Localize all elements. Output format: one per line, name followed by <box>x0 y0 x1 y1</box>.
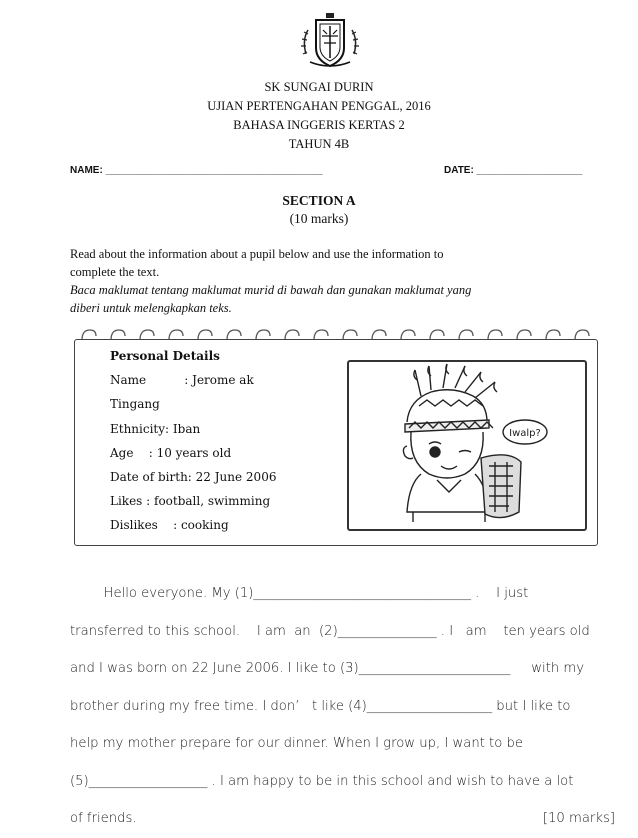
class-title: TAHUN 4B <box>288 137 350 151</box>
exam-title: UJIAN PERTENGAHAN PENGGAL, 2016 <box>207 99 431 113</box>
exam-header <box>0 78 638 154</box>
instruction-ms-line2: diberi untuk melengkapkan teks. <box>70 301 232 315</box>
name-label: NAME: <box>70 165 106 176</box>
boy-with-shield-illustration <box>349 362 581 525</box>
name-field <box>70 165 322 176</box>
instruction-ms-line1: Baca maklumat tentang maklumat murid di bawah dan gunakan maklumat yang <box>70 283 472 297</box>
speech-bubble-text: Iwalp? <box>509 428 541 439</box>
passage-line-7-text: of friends. <box>70 811 137 826</box>
detail-row-dislikes: Dislikes : cooking <box>110 518 229 533</box>
pupil-picture-frame <box>347 360 587 531</box>
section-marks: (10 marks) <box>289 211 349 226</box>
passage-line-5: help my mother prepare for our dinner. When I grow up, I want to be <box>70 736 523 751</box>
detail-row-age: Age : 10 years old <box>110 445 232 460</box>
section-title: SECTION A <box>282 193 356 208</box>
detail-row-name-cont: Tingang <box>110 397 160 412</box>
personal-details-list <box>110 344 276 538</box>
instructions <box>70 245 590 317</box>
detail-row-dob: Date of birth: 22 June 2006 <box>110 470 277 485</box>
date-label: DATE: <box>444 165 477 176</box>
detail-row-name: Name : Jerome ak <box>110 373 254 388</box>
detail-row-ethnicity: Ethnicity: Iban <box>110 421 201 436</box>
paper-title: BAHASA INGGERIS KERTAS 2 <box>233 118 405 132</box>
passage-line-4: brother during my free time. I don’ t like (4)___________________ but I like to <box>70 698 571 714</box>
name-line: _______________________________________ <box>105 165 323 176</box>
instruction-en-line1: Read about the information about a pupil below and use the information to <box>70 247 444 261</box>
date-field <box>444 165 582 176</box>
personal-details-title: Personal Details <box>110 349 220 363</box>
passage-marks: [10 marks] <box>542 811 615 826</box>
fill-in-passage <box>70 575 615 838</box>
detail-row-likes: Likes : football, swimming <box>110 494 271 509</box>
passage-line-1: Hello everyone. My (1)_________________________________ . I just <box>70 586 529 601</box>
passage-line-2: transferred to this school. I am an (2)_______________ . I am ten years old <box>70 623 590 639</box>
passage-line-6: (5)__________________ . I am happy to be in this school and wish to have a lot <box>70 773 574 789</box>
school-crest-logo <box>300 10 360 72</box>
passage-line-7 <box>70 800 615 838</box>
school-name: SK SUNGAI DURIN <box>264 80 374 94</box>
date-line: ___________________ <box>476 165 583 176</box>
passage-line-3: and I was born on 22 June 2006. I like to (3)_______________________ with my <box>70 661 585 676</box>
instruction-en-line2: complete the text. <box>70 265 160 279</box>
